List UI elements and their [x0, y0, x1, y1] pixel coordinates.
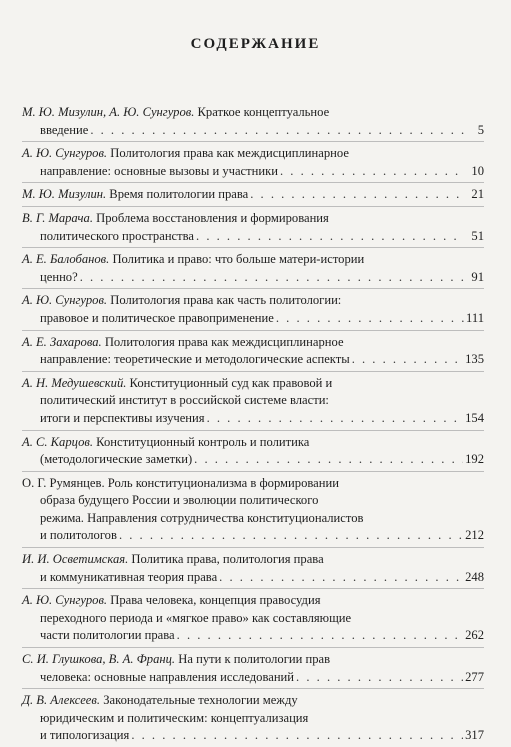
entry-title-line: Политика права, политология права	[131, 552, 324, 567]
toc-line	[22, 492, 484, 510]
toc-line	[22, 228, 484, 246]
entry-author: А. Е. Балобанов.	[22, 252, 110, 267]
entry-divider	[22, 141, 484, 142]
leader-dots	[352, 351, 463, 369]
entry-author: С. И. Глушкова, В. А. Франц.	[22, 652, 176, 667]
entry-author: А. Е. Захарова.	[22, 334, 102, 349]
entry-title-line: правовое и политическое правоприменение	[40, 310, 274, 325]
entry-title-line: Политика и право: что больше матери-истории	[112, 252, 365, 267]
entry-title-line: политического пространства	[40, 228, 195, 243]
leader-dots	[194, 451, 463, 469]
toc-entry	[22, 210, 484, 245]
entry-title-line: Проблема восстановления и формирования	[96, 210, 329, 225]
entry-divider	[22, 647, 484, 648]
toc-line	[22, 145, 484, 163]
entry-author: А. Н. Медушевский.	[22, 375, 127, 390]
entry-title-line: Конституционный суд как правовой и	[129, 375, 333, 390]
toc-entry	[22, 334, 484, 369]
toc-entry	[22, 551, 484, 586]
toc-line	[22, 334, 484, 352]
toc-line	[22, 510, 484, 528]
toc-entry	[22, 292, 484, 327]
toc-entry	[22, 592, 484, 645]
toc-line	[22, 251, 484, 269]
entry-divider	[22, 588, 484, 589]
entry-title-line: и коммуникативная теория права	[40, 569, 218, 584]
toc-line	[22, 627, 484, 645]
entry-divider	[22, 182, 484, 183]
page-number: 111	[466, 310, 484, 325]
toc-line	[22, 451, 484, 469]
entry-author: В. Г. Марача.	[22, 210, 93, 225]
page-number: 135	[465, 352, 484, 367]
leader-dots	[280, 163, 464, 181]
page-number: 262	[465, 628, 484, 643]
entry-title-line: и типологизация	[40, 728, 130, 743]
toc-line	[22, 610, 484, 628]
entry-title-line: Краткое концептуальное	[197, 105, 330, 119]
toc-line	[22, 210, 484, 228]
entry-title-line: Роль конституционализма в формировании	[107, 475, 339, 490]
page-number: 248	[465, 569, 484, 584]
entry-title-line: направление: основные вызовы и участники	[40, 163, 278, 178]
toc-line	[22, 351, 484, 369]
leader-dots	[219, 569, 463, 587]
table-of-contents	[22, 104, 484, 746]
page-number: 51	[471, 228, 484, 243]
toc-entry	[22, 251, 484, 286]
entry-author: М. Ю. Мизулин, А. Ю. Сунгуров.	[22, 105, 195, 119]
toc-line	[22, 669, 484, 687]
page-number: 212	[465, 528, 484, 543]
page-number: 277	[465, 669, 484, 684]
entry-divider	[22, 371, 484, 372]
entry-title-line: и политологов	[40, 528, 117, 543]
toc-line	[22, 122, 484, 140]
entry-title-line: ценно?	[40, 269, 78, 284]
entry-title-line: человека: основные направления исследований	[40, 669, 295, 684]
toc-entry	[22, 145, 484, 180]
toc-line	[22, 186, 484, 204]
toc-line	[22, 375, 484, 393]
page-number: 317	[465, 728, 484, 743]
entry-title-line: юридическим и политическим: концептуализация	[40, 710, 309, 725]
entry-divider	[22, 547, 484, 548]
entry-title-line: введение	[40, 122, 89, 137]
toc-entry	[22, 186, 484, 204]
toc-line	[22, 651, 484, 669]
toc-line	[22, 269, 484, 287]
page-number: 91	[471, 269, 484, 284]
toc-line	[22, 163, 484, 181]
entry-author: И. И. Осветимская.	[22, 552, 129, 567]
entry-title-line: итоги и перспективы изучения	[40, 410, 205, 425]
page-number: 5	[477, 122, 484, 137]
entry-divider	[22, 206, 484, 207]
page-title: СОДЕРЖАНИЕ	[190, 36, 321, 52]
toc-line	[22, 292, 484, 310]
leader-dots	[90, 122, 464, 140]
entry-title-line: политический институт в российской системе власти:	[40, 393, 329, 408]
toc-entry	[22, 475, 484, 545]
toc-line	[22, 527, 484, 545]
entry-divider	[22, 688, 484, 689]
entry-title-line: Законодательные технологии между	[103, 693, 298, 708]
entry-divider	[22, 471, 484, 472]
entry-author: М. Ю. Мизулин.	[22, 187, 107, 202]
entry-title-line: Конституционный контроль и политика	[96, 434, 310, 449]
entry-author: А. С. Карцов.	[22, 434, 94, 449]
page-number: 154	[465, 410, 484, 425]
entry-divider	[22, 247, 484, 248]
entry-divider	[22, 330, 484, 331]
toc-line	[22, 692, 484, 710]
toc-line	[22, 551, 484, 569]
toc-line	[22, 592, 484, 610]
toc-line	[22, 569, 484, 587]
toc-line	[22, 104, 484, 122]
entry-title-line: переходного периода и «мягкое право» как составляющие	[40, 610, 352, 625]
leader-dots	[296, 669, 463, 687]
entry-divider	[22, 288, 484, 289]
entry-title-line: направление: теоретические и методологические аспекты	[40, 352, 350, 367]
toc-line	[22, 710, 484, 728]
toc-line	[22, 392, 484, 410]
entry-author: Д. В. Алексеев.	[22, 693, 101, 708]
toc-line	[22, 475, 484, 493]
toc-line	[22, 410, 484, 428]
entry-title-line: режима. Направления сотрудничества конституционалистов	[40, 510, 364, 525]
entry-divider	[22, 430, 484, 431]
toc-line	[22, 310, 484, 328]
toc-entry	[22, 104, 484, 139]
leader-dots	[177, 627, 463, 645]
leader-dots	[207, 410, 464, 428]
entry-author: О. Г. Румянцев.	[22, 475, 105, 490]
page-number: 10	[471, 163, 484, 178]
entry-title-line: Политология права как часть политологии:	[110, 293, 342, 308]
leader-dots	[276, 310, 464, 328]
page-number: 192	[465, 452, 484, 467]
page-number: 21	[471, 187, 484, 202]
toc-line	[22, 727, 484, 745]
entry-title-line: Политология права как междисциплинарное	[110, 146, 349, 161]
entry-title-line: Права человека, концепция правосудия	[110, 593, 321, 608]
toc-entry	[22, 375, 484, 428]
toc-line	[22, 434, 484, 452]
entry-title-line: Политология права как междисциплинарное	[104, 334, 344, 349]
leader-dots	[80, 269, 464, 287]
toc-entry	[22, 434, 484, 469]
entry-title-line: части политологии права	[40, 628, 175, 643]
toc-entry	[22, 692, 484, 745]
entry-title-line: образа будущего России и эволюции политического	[40, 493, 319, 508]
entry-author: А. Ю. Сунгуров.	[22, 146, 108, 161]
leader-dots	[250, 186, 464, 204]
entry-author: А. Ю. Сунгуров.	[22, 293, 108, 308]
leader-dots	[196, 228, 464, 246]
toc-entry	[22, 651, 484, 686]
entry-title-line: Время политологии права	[109, 187, 249, 202]
leader-dots	[131, 727, 463, 745]
entry-author: А. Ю. Сунгуров.	[22, 593, 108, 608]
leader-dots	[119, 527, 463, 545]
entry-title-line: На пути к политологии прав	[178, 652, 331, 667]
entry-title-line: (методологические заметки)	[40, 452, 193, 467]
